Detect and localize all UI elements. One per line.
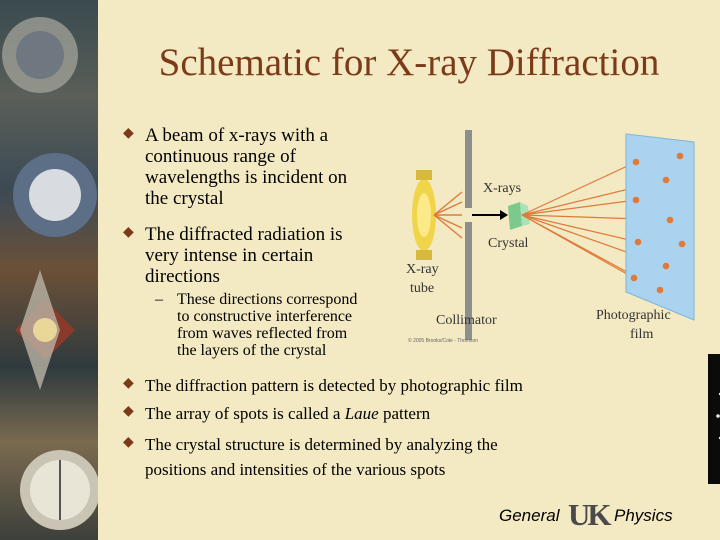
bullet-1-line-4: the crystal (145, 188, 224, 209)
bullet-5-line-2: positions and intensities of the various spots (145, 460, 446, 479)
film-label-line-1: Photographic (596, 308, 671, 323)
slide-title: Schematic for X-ray Diffraction (158, 41, 660, 84)
xray-tube-label-line-2: tube (410, 281, 435, 296)
sub-bullet-line-1: These directions correspond (177, 291, 358, 308)
collimator-icon (465, 130, 472, 340)
bullet-1-line-1: A beam of x-rays with a (145, 125, 329, 146)
xray-diffraction-diagram (404, 120, 704, 350)
bullet-icon: ◆ (123, 435, 134, 450)
bullet-5-line-1: The crystal structure is determined by analyzing the (145, 435, 498, 454)
collimator-label: Collimator (436, 313, 497, 328)
bullet-icon: ◆ (123, 404, 134, 419)
sub-bullet (155, 291, 358, 359)
footer-general: General (499, 506, 560, 525)
bullet-1-line-2: continuous range of (145, 146, 296, 167)
bullet-4 (123, 403, 431, 424)
bullet-2-line-2: very intense in certain (145, 245, 314, 266)
bullet-2-line-3: directions (145, 266, 220, 287)
bullet-1-line-3: wavelengths is incident on (145, 167, 348, 188)
photographic-film-icon (626, 134, 694, 320)
footer-physics: Physics (614, 506, 673, 525)
bullet-3-text: The diffraction pattern is detected by photographic film (145, 376, 523, 395)
xray-tube-icon (412, 170, 436, 260)
xrays-label: X-rays (483, 181, 522, 196)
bullet-2 (123, 224, 343, 287)
xray-tube-label-line-1: X-ray (406, 262, 439, 277)
dash-icon: – (155, 291, 163, 308)
crystal-label: Crystal (488, 236, 529, 251)
bullet-icon: ◆ (123, 126, 134, 141)
sub-bullet-line-3: from waves reflected from (177, 325, 348, 342)
bullet-4-text-before: The array of spots is called a (145, 404, 345, 423)
slide-canvas (98, 0, 720, 540)
copyright-label: © 2005 Brooks/Cole - Thomson (408, 338, 479, 344)
sub-bullet-line-4: the layers of the crystal (177, 342, 327, 359)
bullet-1 (123, 125, 348, 209)
laue-term: Laue (344, 404, 379, 423)
bullet-3 (123, 375, 523, 396)
bullet-5 (123, 432, 498, 482)
laue-pattern-image (708, 354, 720, 484)
bullet-4-text-after: pattern (378, 404, 431, 423)
film-label-line-2: film (630, 327, 654, 342)
sub-bullet-line-2: to constructive interference (177, 308, 353, 325)
decorative-medal-strip (0, 0, 98, 540)
uk-logo: UK (568, 497, 609, 532)
bullet-icon: ◆ (123, 376, 134, 391)
bullet-icon: ◆ (123, 225, 134, 240)
medal-collage-icon (0, 0, 98, 540)
bullet-2-line-1: The diffracted radiation is (145, 224, 343, 245)
